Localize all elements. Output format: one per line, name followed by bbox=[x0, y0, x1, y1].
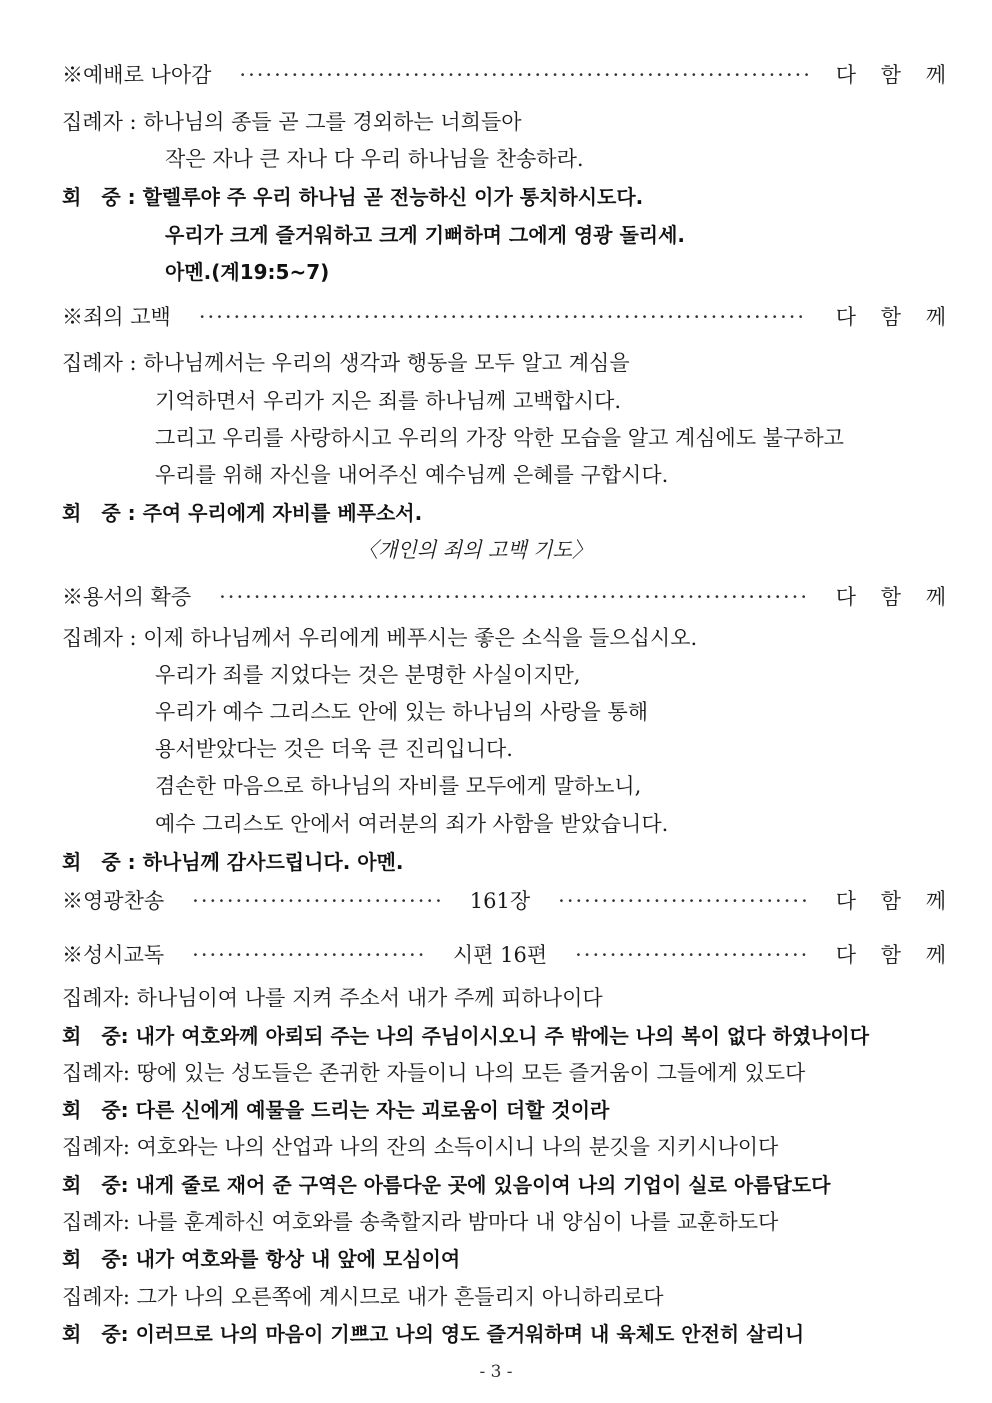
section-title: ※영광찬송 bbox=[62, 889, 165, 913]
section-participant: 다 함 께 bbox=[835, 305, 955, 329]
leader-line: 집례자: 하나님이여 나를 지켜 주소서 내가 주께 피하나이다 bbox=[62, 986, 603, 1010]
congregation-line: 회 중 : 하나님께 감사드립니다. 아멘. bbox=[62, 850, 404, 874]
leader-line: 집례자 : 하나님의 종들 곧 그를 경외하는 너희들아 bbox=[62, 110, 522, 134]
congregation-line: 회 중 : 할렐루야 주 우리 하나님 곧 전능하신 이가 통치하시도다. bbox=[62, 185, 644, 209]
leader-line-cont: 작은 자나 큰 자나 다 우리 하나님을 찬송하라. bbox=[165, 147, 584, 171]
leader-line: 집례자: 땅에 있는 성도들은 존귀한 자들이니 나의 모든 즐거움이 그들에게 있도다 bbox=[62, 1061, 806, 1085]
leader-line-cont: 우리를 위해 자신을 내어주신 예수님께 은혜를 구합시다. bbox=[155, 463, 669, 487]
section-title: ※성시교독 bbox=[62, 943, 165, 967]
leader-dots bbox=[239, 62, 807, 88]
leader-line: 집례자 : 하나님께서는 우리의 생각과 행동을 모두 알고 계심을 bbox=[62, 351, 630, 375]
congregation-line: 회 중: 내게 줄로 재어 준 구역은 아름다운 곳에 있음이여 나의 기업이 실로 아름답도다 bbox=[62, 1173, 831, 1197]
section-title: ※예배로 나아감 bbox=[62, 63, 212, 87]
section-participant: 다 함 께 bbox=[835, 63, 955, 87]
leader-line: 집례자: 그가 나의 오른쪽에 계시므로 내가 흔들리지 아니하리로다 bbox=[62, 1285, 664, 1309]
leader-dots bbox=[219, 584, 808, 610]
section-heading-confession bbox=[62, 304, 955, 330]
section-participant: 다 함 께 bbox=[835, 943, 956, 967]
leader-line: 집례자: 나를 훈계하신 여호와를 송축할지라 밤마다 내 양심이 나를 교훈하도다 bbox=[62, 1210, 779, 1234]
congregation-line-cont: 아멘.(계19:5~7) bbox=[165, 260, 330, 284]
leader-line: 집례자: 여호와는 나의 산업과 나의 잔의 소득이시니 나의 분깃을 지키시나이다 bbox=[62, 1135, 779, 1159]
leader-line-cont: 겸손한 마음으로 하나님의 자비를 모두에게 말하노니, bbox=[155, 774, 642, 798]
congregation-line: 회 중: 다른 신에게 예물을 드리는 자는 괴로움이 더할 것이라 bbox=[62, 1098, 610, 1122]
section-title: ※죄의 고백 bbox=[62, 305, 171, 329]
congregation-line: 회 중: 이러므로 나의 마음이 기쁘고 나의 영도 즐거워하며 내 육체도 안전히 살리니 bbox=[62, 1322, 805, 1346]
section-title: ※용서의 확증 bbox=[62, 585, 192, 609]
congregation-line: 회 중 : 주여 우리에게 자비를 베푸소서. bbox=[62, 501, 423, 525]
section-participant: 다 함 께 bbox=[835, 889, 955, 913]
hymn-number: 161장 bbox=[469, 889, 531, 913]
section-heading-worship-entry bbox=[62, 62, 955, 88]
prayer-note: 〈개인의 죄의 고백 기도〉 bbox=[357, 538, 593, 562]
leader-line-cont: 용서받았다는 것은 더욱 큰 진리입니다. bbox=[155, 737, 513, 761]
congregation-line: 회 중: 내가 여호와를 항상 내 앞에 모심이여 bbox=[62, 1247, 461, 1271]
leader-dots bbox=[575, 942, 808, 968]
leader-dots bbox=[192, 942, 425, 968]
section-heading-responsive-reading bbox=[62, 942, 956, 968]
leader-line: 집례자 : 이제 하나님께서 우리에게 베푸시는 좋은 소식을 들으십시오. bbox=[62, 626, 698, 650]
congregation-line: 회 중: 내가 여호와께 아뢰되 주는 나의 주님이시오니 주 밖에는 나의 복이 없다 하였나이다 bbox=[62, 1024, 870, 1048]
leader-dots bbox=[199, 304, 808, 330]
leader-line-cont: 기억하면서 우리가 지은 죄를 하나님께 고백합시다. bbox=[155, 389, 622, 413]
section-heading-gloria bbox=[62, 888, 955, 914]
leader-dots bbox=[192, 888, 442, 914]
leader-line-cont: 우리가 죄를 지었다는 것은 분명한 사실이지만, bbox=[155, 663, 581, 687]
congregation-line-cont: 우리가 크게 즐거워하고 크게 기뻐하며 그에게 영광 돌리세. bbox=[165, 223, 686, 247]
leader-dots bbox=[558, 888, 808, 914]
section-heading-assurance bbox=[62, 584, 955, 610]
leader-line-cont: 그리고 우리를 사랑하시고 우리의 가장 악한 모습을 알고 계심에도 불구하고 bbox=[155, 426, 844, 450]
page-number: - 3 - bbox=[479, 1362, 513, 1382]
leader-line-cont: 우리가 예수 그리스도 안에 있는 하나님의 사랑을 통해 bbox=[155, 700, 649, 724]
psalm-reference: 시편 16편 bbox=[452, 943, 548, 967]
leader-line-cont: 예수 그리스도 안에서 여러분의 죄가 사함을 받았습니다. bbox=[155, 812, 669, 836]
section-participant: 다 함 께 bbox=[835, 585, 955, 609]
